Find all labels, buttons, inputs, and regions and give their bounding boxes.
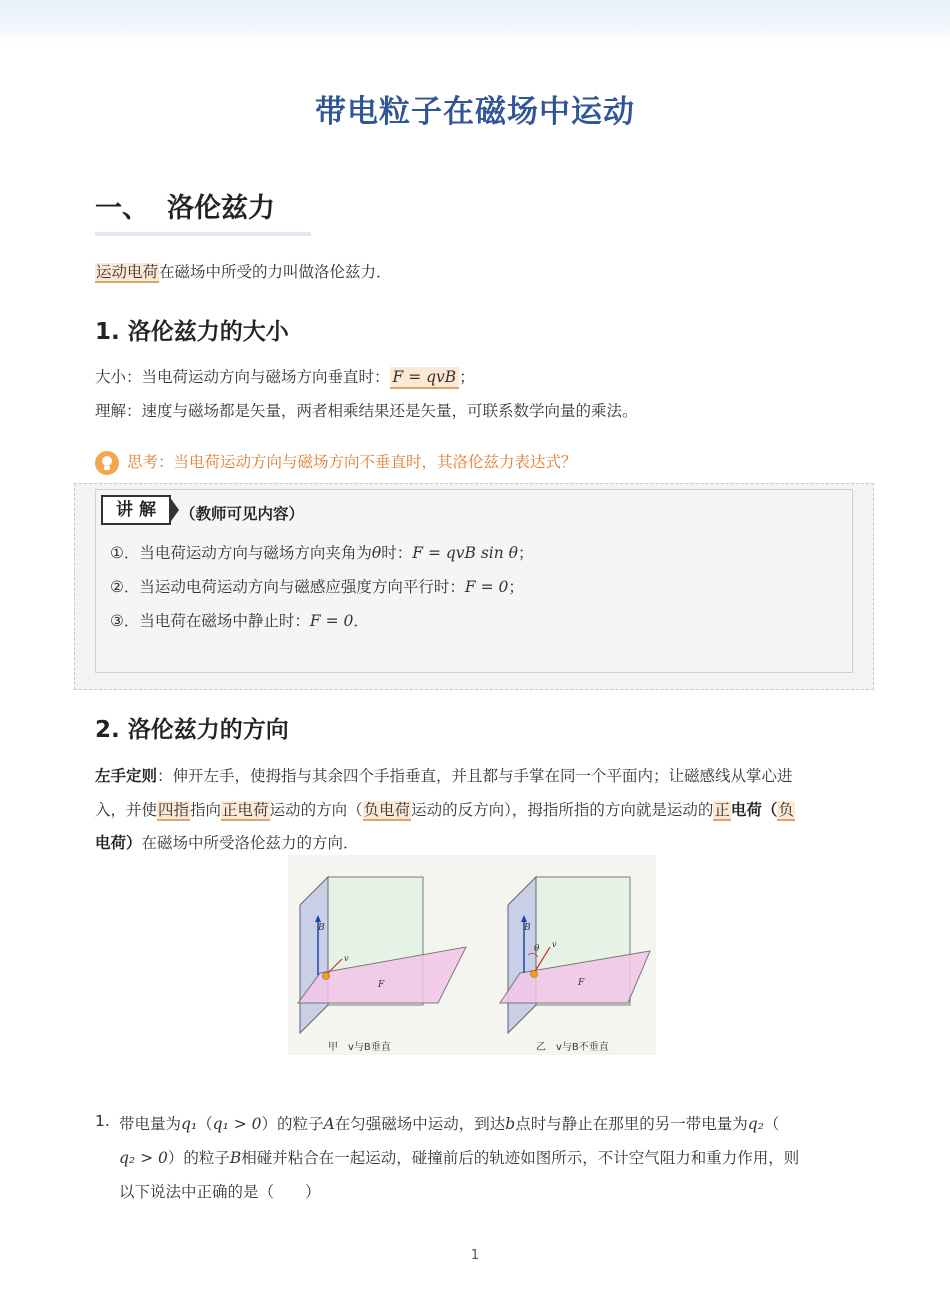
rule-text: ：伸开左手，使拇指与其余四个手指垂直，并且都与手掌在同一个平面内；让磁感线从掌心进 <box>157 767 793 785</box>
label-theta: θ <box>534 944 540 954</box>
subsection-heading-size: 1. 洛伦兹力的大小 <box>95 319 289 345</box>
label-f: F <box>578 978 585 988</box>
question-text: 带电量为 <box>119 1115 182 1133</box>
explain-item-text: ①．当电荷运动方向与磁场方向夹角为 <box>110 544 372 562</box>
question-text: 在匀强磁场中运动，到达 <box>334 1115 506 1133</box>
math-cond2: q₂ > 0 <box>119 1149 168 1167</box>
label-b: B <box>524 923 531 933</box>
rule-text: 入，并使 <box>95 801 158 819</box>
question-text: ）的粒子 <box>261 1115 324 1133</box>
explain-item-suffix: ； <box>508 578 524 596</box>
rule-line-2 <box>95 798 795 820</box>
question-text: 相碰并粘合在一起运动，碰撞前后的轨迹如图所示，不计空气阻力和重力作用，则 <box>241 1149 800 1167</box>
math-q1: q₁ <box>181 1115 198 1133</box>
question-line-3: 以下说法中正确的是（ ） <box>119 1183 321 1201</box>
highlight-term: 四指 <box>158 801 190 819</box>
highlight-term: 负电荷 <box>363 801 411 819</box>
formula-sin: F = qvB sin θ <box>412 544 519 562</box>
explain-item-text: 时： <box>381 544 413 562</box>
rule-text: 运动的反方向），拇指所指的方向就是运动的 <box>411 801 714 819</box>
size-text: 大小：当电荷运动方向与磁场方向垂直时： <box>95 368 390 386</box>
bold-text: 电荷） <box>95 834 142 852</box>
intro-text: 在磁场中所受的力叫做洛伦兹力． <box>159 263 392 281</box>
question-number: 1. <box>95 1112 110 1130</box>
rule-text: 运动的方向（ <box>269 801 363 819</box>
rule-text: 在磁场中所受洛伦兹力的方向． <box>141 834 359 852</box>
question-line-2 <box>119 1146 799 1168</box>
section-heading <box>95 186 275 225</box>
header-band <box>0 0 950 46</box>
explain-item-1 <box>110 541 534 563</box>
lightbulb-icon <box>95 451 119 475</box>
rule-text: 指向 <box>190 801 222 819</box>
label-f: F <box>378 980 385 990</box>
left-hand-rule-figure <box>288 855 656 1055</box>
question-text: （ <box>197 1115 213 1133</box>
intro-paragraph <box>95 260 392 282</box>
explain-item-3 <box>110 609 369 631</box>
size-paragraph <box>95 365 475 387</box>
formula-zero: F = 0 <box>309 612 354 630</box>
math-a: A <box>323 1115 335 1133</box>
explain-item-suffix: ； <box>518 544 534 562</box>
label-v: v <box>344 954 349 963</box>
caption-left: 甲 v与B垂直 <box>328 1042 391 1053</box>
bold-text: 电荷（ <box>730 801 778 819</box>
theta-symbol: θ <box>371 544 382 562</box>
explain-item-text: ③．当电荷在磁场中静止时： <box>110 612 310 630</box>
question-text: （ <box>763 1115 780 1133</box>
rule-line-1 <box>95 764 793 786</box>
document-title: 带电粒子在磁场中运动 <box>315 94 635 130</box>
label-b: B <box>318 923 325 933</box>
think-prompt <box>95 450 577 475</box>
math-b: B <box>229 1149 242 1167</box>
highlight-term: 正 <box>714 801 730 819</box>
label-v: v <box>552 940 557 949</box>
section-title: 洛伦兹力 <box>167 193 275 224</box>
highlight-term: 运动电荷 <box>96 263 159 281</box>
formula-zero: F = 0 <box>464 578 509 596</box>
explain-item-text: ②．当运动电荷运动方向与磁感应强度方向平行时： <box>110 578 465 596</box>
subsection-heading-direction: 2. 洛伦兹力的方向 <box>95 717 289 743</box>
explain-title: （教师可见内容） <box>180 505 305 523</box>
question-line-1 <box>119 1112 779 1134</box>
math-cond1: q₁ > 0 <box>212 1115 262 1133</box>
explain-tag-arrow-icon <box>169 496 179 524</box>
question-text: ）的粒子 <box>167 1149 230 1167</box>
section-underline <box>95 232 311 236</box>
page-number: 1 <box>470 1248 480 1263</box>
highlight-term: 正电荷 <box>222 801 269 819</box>
understand-paragraph: 理解：速度与磁场都是矢量，两者相乘结果还是矢量，可联系数学向量的乘法。 <box>95 402 638 420</box>
rule-line-3 <box>95 831 359 853</box>
math-b-point: b <box>505 1115 516 1133</box>
size-suffix: ； <box>459 368 475 386</box>
explain-item-suffix: ． <box>353 612 369 630</box>
caption-right: 乙 v与B不垂直 <box>536 1042 609 1053</box>
rule-label: 左手定则 <box>95 767 158 785</box>
explain-item-2 <box>110 575 524 597</box>
math-q2: q₂ <box>747 1115 764 1133</box>
formula-f-qvb: F = qvB <box>390 367 460 389</box>
think-text: 思考：当电荷运动方向与磁场方向不垂直时，其洛伦兹力表达式？ <box>127 453 577 471</box>
question-text: 点时与静止在那里的另一带电量为 <box>515 1115 748 1133</box>
explain-tag: 讲 解 <box>101 495 171 525</box>
highlight-term: 负 <box>778 801 794 819</box>
section-number: 一、 <box>95 193 149 224</box>
